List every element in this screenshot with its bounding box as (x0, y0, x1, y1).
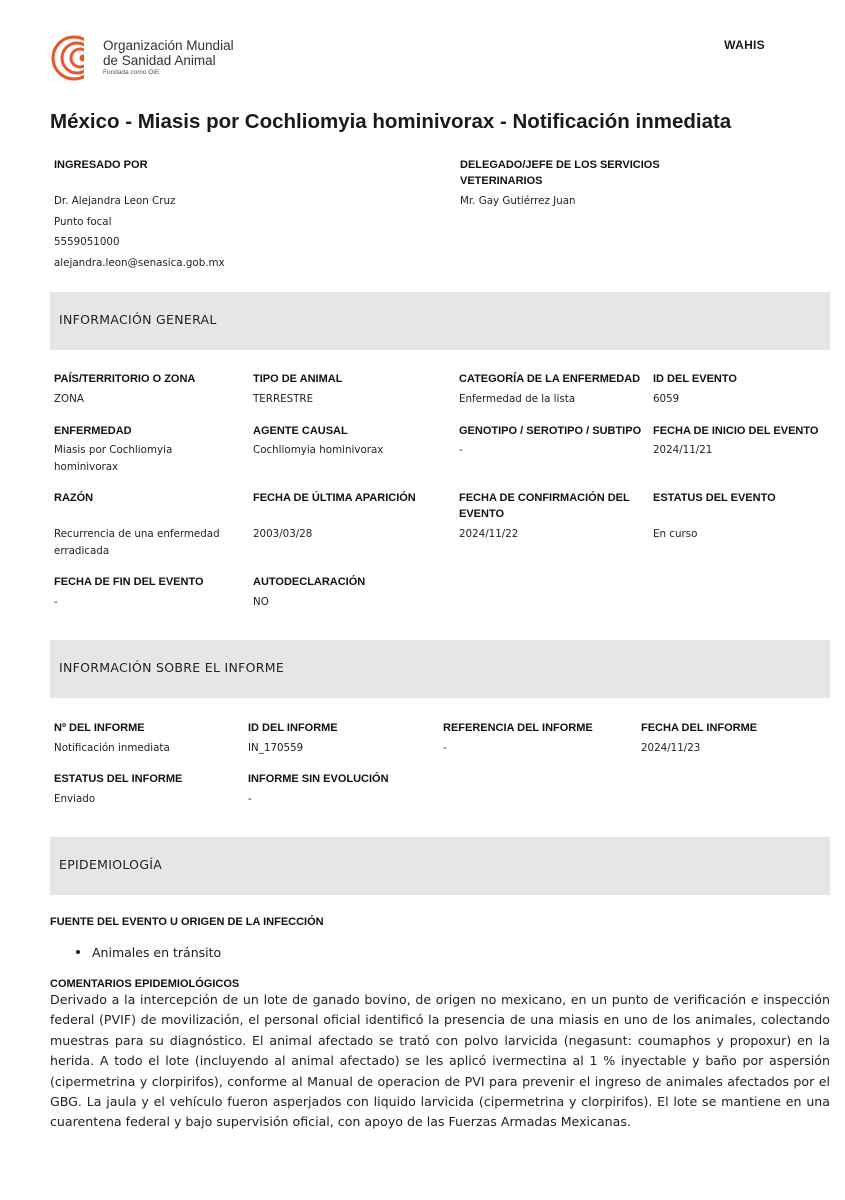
submitter-email: alejandra.leon@senasica.gob.mx (54, 257, 225, 269)
autodeclaracion-value: NO (253, 596, 269, 608)
razon-value-line1: Recurrencia de una enfermedad (54, 528, 220, 540)
delegate-name: Mr. Gay Gutiérrez Juan (460, 195, 576, 207)
submitter-name: Dr. Alejandra Leon Cruz (54, 195, 176, 207)
sin-evolucion-value: - (248, 793, 252, 805)
section-report-title: INFORMACIÓN SOBRE EL INFORME (59, 660, 285, 675)
section-epidemiology (50, 837, 830, 895)
razon-label: RAZÓN (54, 492, 94, 504)
agente-label: AGENTE CAUSAL (253, 425, 348, 437)
tipo-animal-value: TERRESTRE (253, 393, 314, 405)
org-name-line1: Organización Mundial (103, 38, 234, 53)
razon-value (54, 526, 220, 560)
bullet-icon (76, 950, 80, 954)
comentarios-label: COMENTARIOS EPIDEMIOLÓGICOS (50, 978, 240, 990)
categoria-value: Enfermedad de la lista (459, 393, 576, 405)
referencia-label: REFERENCIA DEL INFORME (443, 722, 593, 734)
estatus-informe-label: ESTATUS DEL INFORME (54, 773, 183, 785)
num-informe-label: Nº DEL INFORME (54, 722, 145, 734)
num-informe-value: Notificación inmediata (54, 742, 170, 754)
fecha-fin-value: - (54, 596, 58, 608)
comentarios-text: Derivado a la intercepción de un lote de ganado bovino, de origen no mexicano, en un punto de verificación e inspección federal (PVIF) de movilización, el personal oficial identificó la presencia de una miasis en uno de los animales, colectando muestras para su diagnóstico. El animal afectado se trató con polvo larvicida (negasunt: coumaphos y propoxur) en la herida. A todo el lote (incluyendo al animal afectado) se les aplicó ivermectina al 1 % inyectable y baño por aspersión (cipermetrina y clorpirifos), conforme al Manual de operacion de PVI para prevenir el ingreso de animales afectados por el GBG. La jaula y el vehículo fueron asperjados con liquido larvicida (cipermetrina y clorpirifos). El lote se mantiene en una cuarentena federal y bajo supervisión oficial, con apoyo de las Fuerzas Armadas Mexicanas. (50, 992, 830, 1130)
id-informe-value: IN_170559 (248, 742, 304, 754)
woah-logo-icon (50, 34, 98, 82)
ultima-aparicion-value: 2003/03/28 (253, 528, 313, 540)
referencia-value: - (443, 742, 447, 754)
org-name-line2: de Sanidad Animal (103, 53, 216, 68)
categoria-label: CATEGORÍA DE LA ENFERMEDAD (459, 373, 641, 385)
submitter-phone: 5559051000 (54, 236, 120, 248)
confirmacion-value: 2024/11/22 (459, 528, 519, 540)
id-informe-label: ID DEL INFORME (248, 722, 338, 734)
estatus-informe-value: Enviado (54, 793, 96, 805)
pais-value: ZONA (54, 393, 84, 405)
section-report (50, 640, 830, 698)
confirmacion-label-line1: FECHA DE CONFIRMACIÓN DEL (459, 492, 630, 504)
fecha-informe-value: 2024/11/23 (641, 742, 701, 754)
ultima-aparicion-label: FECHA DE ÚLTIMA APARICIÓN (253, 492, 416, 504)
razon-value-line2: erradicada (54, 545, 110, 557)
enfermedad-value-line1: Miasis por Cochliomyia (54, 444, 173, 456)
genotipo-label: GENOTIPO / SEROTIPO / SUBTIPO (459, 425, 642, 437)
delegate-label-line1: DELEGADO/JEFE DE LOS SERVICIOS (460, 159, 660, 171)
enfermedad-value (54, 442, 172, 476)
genotipo-value: - (459, 444, 463, 456)
estatus-evento-value: En curso (653, 528, 698, 540)
id-evento-value: 6059 (653, 393, 680, 405)
agente-value: Cochliomyia hominivorax (253, 444, 384, 456)
page-header (50, 34, 795, 84)
submitter-role: Punto focal (54, 216, 112, 228)
fecha-inicio-value: 2024/11/21 (653, 444, 713, 456)
enfermedad-label: ENFERMEDAD (54, 425, 132, 437)
confirmacion-label-line2: EVENTO (459, 508, 505, 520)
section-general-title: INFORMACIÓN GENERAL (59, 312, 217, 327)
id-evento-label: ID DEL EVENTO (653, 373, 737, 385)
tipo-animal-label: TIPO DE ANIMAL (253, 373, 343, 385)
fuente-item-text: Animales en tránsito (92, 945, 222, 960)
enfermedad-value-line2: hominivorax (54, 461, 119, 473)
org-name (103, 38, 234, 76)
delegate-label (460, 157, 660, 189)
sin-evolucion-label: INFORME SIN EVOLUCIÓN (248, 773, 389, 785)
autodeclaracion-label: AUTODECLARACIÓN (253, 576, 366, 588)
estatus-evento-label: ESTATUS DEL EVENTO (653, 492, 776, 504)
submitter-label: INGRESADO POR (54, 159, 148, 171)
fecha-inicio-label: FECHA DE INICIO DEL EVENTO (653, 425, 819, 437)
fuente-label: FUENTE DEL EVENTO U ORIGEN DE LA INFECCIÓN (50, 916, 324, 928)
org-subtitle: Fundada como OIE (103, 69, 160, 76)
section-general (50, 292, 830, 350)
pais-label: PAÍS/TERRITORIO O ZONA (54, 373, 196, 385)
confirmacion-label (459, 490, 630, 522)
delegate-label-line2: VETERINARIOS (460, 175, 543, 187)
fecha-informe-label: FECHA DEL INFORME (641, 722, 758, 734)
app-name: WAHIS (724, 38, 765, 52)
page-title: México - Miasis por Cochliomyia hominivorax - Notificación inmediata (50, 110, 732, 133)
fecha-fin-label: FECHA DE FIN DEL EVENTO (54, 576, 204, 588)
section-epidemiology-title: EPIDEMIOLOGÍA (59, 857, 163, 872)
fuente-list-item (76, 945, 221, 960)
